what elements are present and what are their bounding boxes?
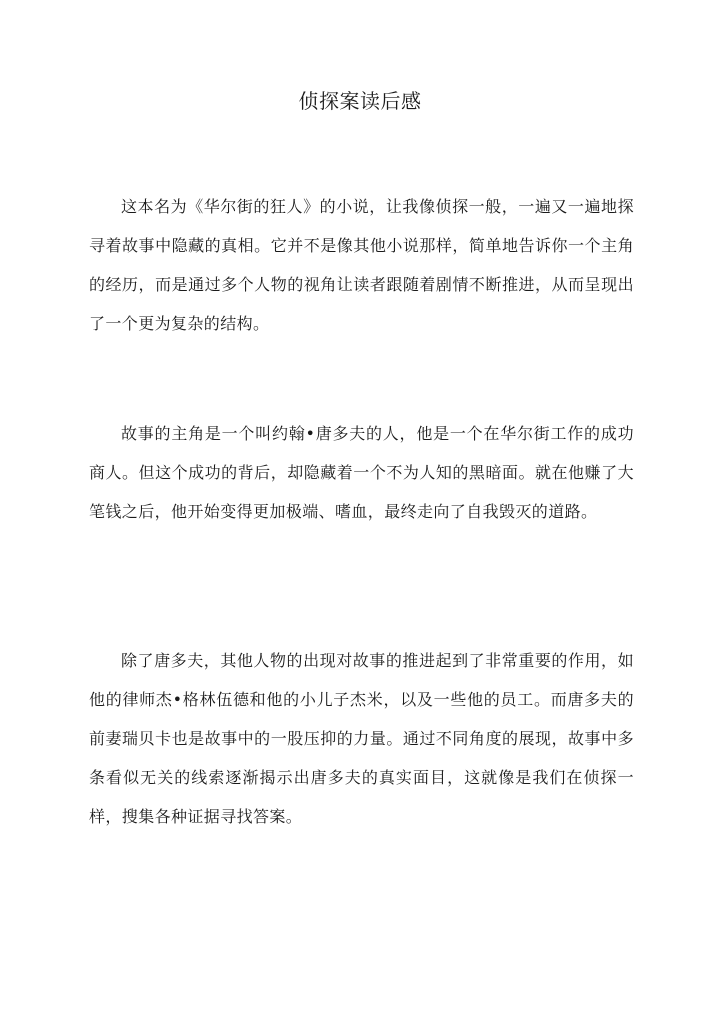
document-title: 侦探案读后感 (298, 89, 422, 113)
paragraph-1: 这本名为《华尔街的狂人》的小说，让我像侦探一般，一遍又一遍地探寻着故事中隐藏的真相。它并不是像其他小说那样，简单地告诉你一个主角的经历，而是通过多个人物的视角让读者跟随着剧情不断推进，从而呈现出了一个更为复杂的结构。 (89, 197, 634, 333)
paragraph-2: 故事的主角是一个叫约翰•唐多夫的人，他是一个在华尔街工作的成功商人。但这个成功的背后，却隐藏着一个不为人知的黑暗面。就在他赚了大笔钱之后，他开始变得更加极端、嗜血，最终走向了自我毁灭的道路。 (89, 424, 634, 521)
paragraph-3: 除了唐多夫，其他人物的出现对故事的推进起到了非常重要的作用，如他的律师杰•格林伍德和他的小儿子杰米，以及一些他的员工。而唐多夫的前妻瑞贝卡也是故事中的一股压抑的力量。通过不同角度的展现，故事中多条看似无关的线索逐渐揭示出唐多夫的真实面目，这就像是我们在侦探一样，搜集各种证据寻找答案。 (89, 651, 634, 826)
